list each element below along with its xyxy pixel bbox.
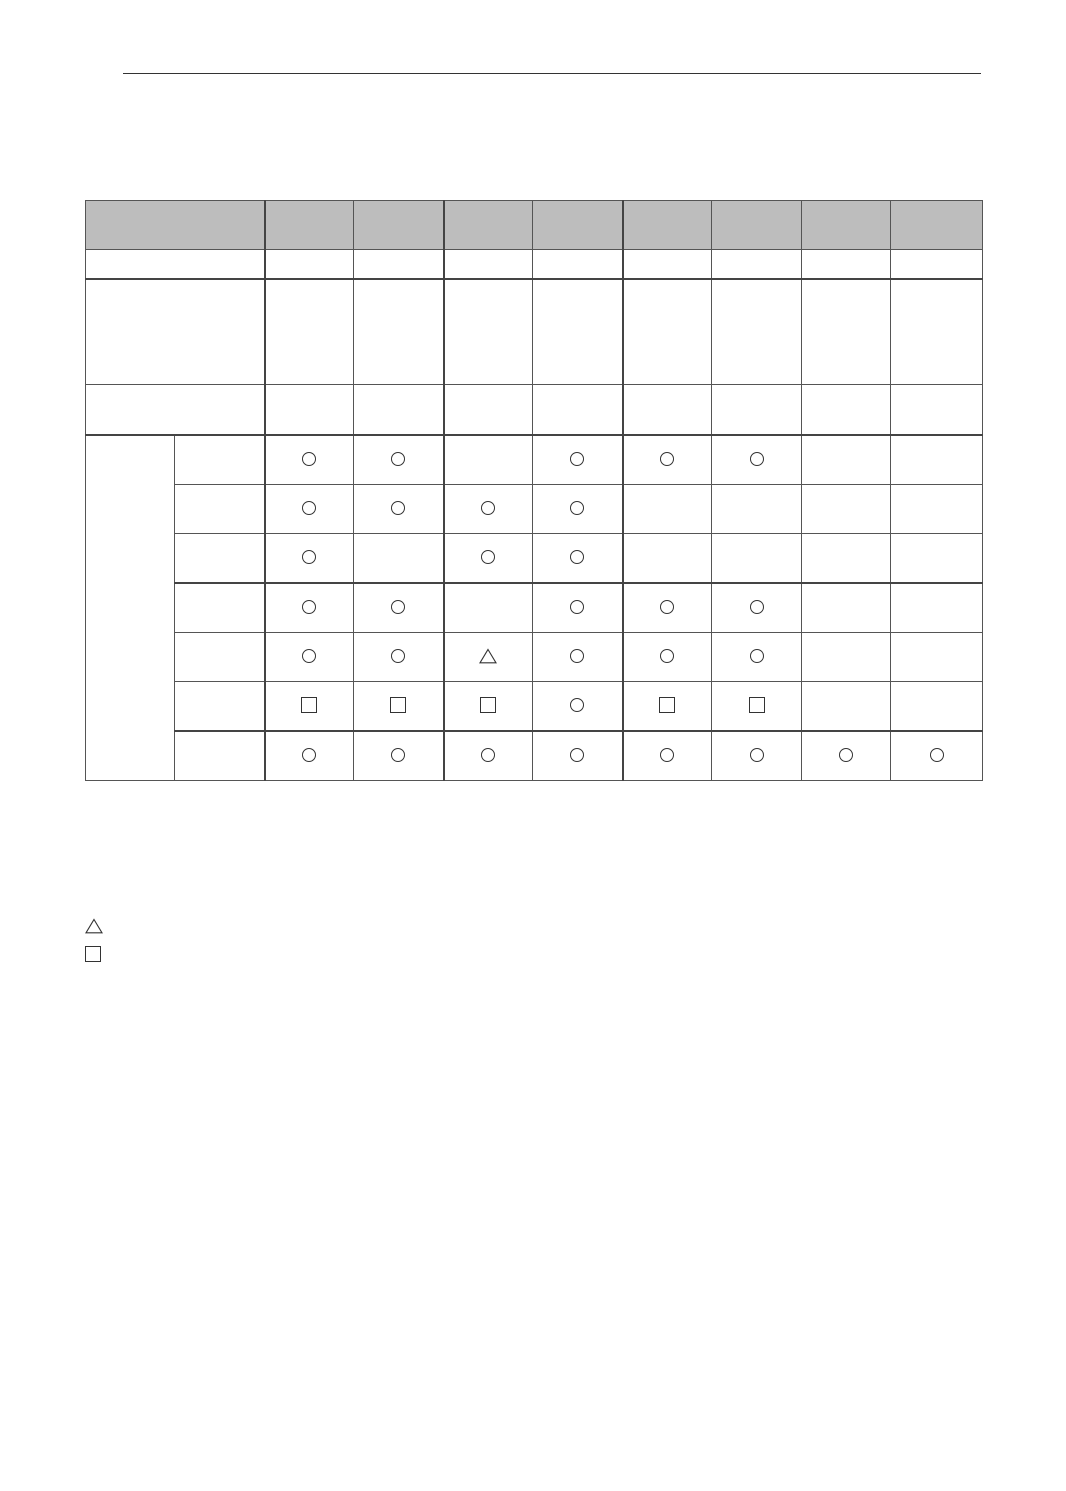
circle-icon — [391, 501, 405, 515]
table-header-row — [86, 201, 983, 250]
circle-icon — [570, 600, 584, 614]
square-icon — [480, 697, 496, 713]
square-icon — [301, 697, 317, 713]
circle-icon — [391, 600, 405, 614]
header-cell — [891, 201, 983, 250]
circle-icon — [391, 748, 405, 762]
circle-icon — [481, 748, 495, 762]
circle-icon — [660, 452, 674, 466]
table-cell — [623, 250, 712, 280]
mark-cell — [265, 485, 354, 534]
table-cell — [265, 385, 354, 436]
circle-icon — [570, 649, 584, 663]
mark-cell — [891, 682, 983, 732]
mark-cell — [623, 682, 712, 732]
mark-cell — [354, 682, 444, 732]
mark-cell — [891, 485, 983, 534]
info-row — [86, 279, 983, 385]
mark-cell — [354, 534, 444, 584]
mark-cell — [444, 633, 533, 682]
mark-cell — [623, 435, 712, 485]
circle-icon — [302, 452, 316, 466]
mark-cell — [265, 633, 354, 682]
row-label — [86, 279, 265, 385]
circle-icon — [391, 649, 405, 663]
info-row — [86, 250, 983, 280]
square-icon — [85, 946, 101, 962]
table-cell — [623, 385, 712, 436]
circle-icon — [750, 649, 764, 663]
triangle-icon — [479, 648, 497, 664]
mark-cell — [891, 633, 983, 682]
mark-cell — [802, 485, 891, 534]
mark-cell — [533, 682, 623, 732]
table-cell — [623, 279, 712, 385]
square-icon — [390, 697, 406, 713]
table-cell — [533, 250, 623, 280]
mark-cell — [533, 731, 623, 781]
mark-cell — [265, 435, 354, 485]
table-cell — [533, 279, 623, 385]
row-label — [86, 250, 265, 280]
mark-cell — [444, 731, 533, 781]
row-label — [175, 682, 265, 732]
mark-cell — [354, 731, 444, 781]
circle-icon — [302, 550, 316, 564]
mark-cell — [891, 731, 983, 781]
circle-icon — [481, 501, 495, 515]
header-cell — [712, 201, 802, 250]
square-icon — [659, 697, 675, 713]
mark-cell — [802, 583, 891, 633]
legend-item-triangle — [85, 912, 111, 940]
mark-cell — [891, 435, 983, 485]
mark-cell — [623, 534, 712, 584]
mark-cell — [802, 534, 891, 584]
header-cell-corner — [86, 201, 265, 250]
circle-icon — [660, 748, 674, 762]
group-label — [86, 435, 175, 781]
header-rule — [123, 73, 981, 74]
circle-icon — [302, 600, 316, 614]
table-row — [86, 534, 983, 584]
table-cell — [265, 279, 354, 385]
mark-cell — [623, 731, 712, 781]
mark-cell — [533, 435, 623, 485]
mark-cell — [354, 633, 444, 682]
mark-cell — [623, 485, 712, 534]
info-row — [86, 385, 983, 436]
table-cell — [802, 250, 891, 280]
table-row — [86, 485, 983, 534]
square-icon — [749, 697, 765, 713]
mark-cell — [533, 485, 623, 534]
mark-cell — [802, 633, 891, 682]
mark-cell — [712, 682, 802, 732]
mark-cell — [802, 435, 891, 485]
mark-cell — [444, 435, 533, 485]
table-cell — [712, 279, 802, 385]
mark-cell — [712, 633, 802, 682]
compatibility-table — [85, 200, 983, 781]
mark-cell — [265, 583, 354, 633]
mark-cell — [444, 583, 533, 633]
mark-cell — [354, 435, 444, 485]
circle-icon — [391, 452, 405, 466]
table-row — [86, 731, 983, 781]
mark-cell — [533, 583, 623, 633]
circle-icon — [570, 501, 584, 515]
mark-cell — [623, 583, 712, 633]
circle-icon — [750, 748, 764, 762]
circle-icon — [750, 452, 764, 466]
table-cell — [354, 279, 444, 385]
table-row — [86, 633, 983, 682]
table-cell — [265, 250, 354, 280]
legend — [85, 912, 111, 968]
circle-icon — [570, 698, 584, 712]
mark-cell — [891, 534, 983, 584]
table-cell — [802, 385, 891, 436]
mark-cell — [623, 633, 712, 682]
circle-icon — [750, 600, 764, 614]
mark-cell — [265, 682, 354, 732]
mark-cell — [354, 583, 444, 633]
row-label — [175, 485, 265, 534]
table-cell — [891, 250, 983, 280]
circle-icon — [660, 600, 674, 614]
row-label — [175, 583, 265, 633]
table-cell — [712, 250, 802, 280]
mark-cell — [265, 534, 354, 584]
triangle-icon — [85, 918, 103, 934]
circle-icon — [302, 649, 316, 663]
mark-cell — [712, 731, 802, 781]
table-cell — [354, 250, 444, 280]
table-cell — [444, 385, 533, 436]
mark-cell — [533, 534, 623, 584]
circle-icon — [660, 649, 674, 663]
header-cell — [265, 201, 354, 250]
mark-cell — [891, 583, 983, 633]
table-cell — [891, 385, 983, 436]
circle-icon — [570, 452, 584, 466]
header-cell — [623, 201, 712, 250]
table-cell — [802, 279, 891, 385]
mark-cell — [802, 731, 891, 781]
table-cell — [533, 385, 623, 436]
row-label — [175, 435, 265, 485]
table-cell — [712, 385, 802, 436]
header-cell — [354, 201, 444, 250]
mark-cell — [265, 731, 354, 781]
table-cell — [444, 279, 533, 385]
mark-cell — [533, 633, 623, 682]
mark-cell — [444, 534, 533, 584]
circle-icon — [302, 748, 316, 762]
circle-icon — [839, 748, 853, 762]
row-label — [175, 731, 265, 781]
table-cell — [444, 250, 533, 280]
header-cell — [802, 201, 891, 250]
table-cell — [891, 279, 983, 385]
table-cell — [354, 385, 444, 436]
table-row — [86, 435, 983, 485]
mark-cell — [712, 485, 802, 534]
header-cell — [444, 201, 533, 250]
circle-icon — [570, 748, 584, 762]
row-label — [175, 633, 265, 682]
mark-cell — [444, 682, 533, 732]
table-row — [86, 583, 983, 633]
legend-item-square — [85, 940, 111, 968]
mark-cell — [712, 534, 802, 584]
circle-icon — [481, 550, 495, 564]
mark-cell — [354, 485, 444, 534]
mark-cell — [712, 583, 802, 633]
mark-cell — [802, 682, 891, 732]
circle-icon — [570, 550, 584, 564]
circle-icon — [302, 501, 316, 515]
row-label — [175, 534, 265, 584]
mark-cell — [712, 435, 802, 485]
table-row — [86, 682, 983, 732]
header-cell — [533, 201, 623, 250]
row-label — [86, 385, 265, 436]
circle-icon — [930, 748, 944, 762]
mark-cell — [444, 485, 533, 534]
